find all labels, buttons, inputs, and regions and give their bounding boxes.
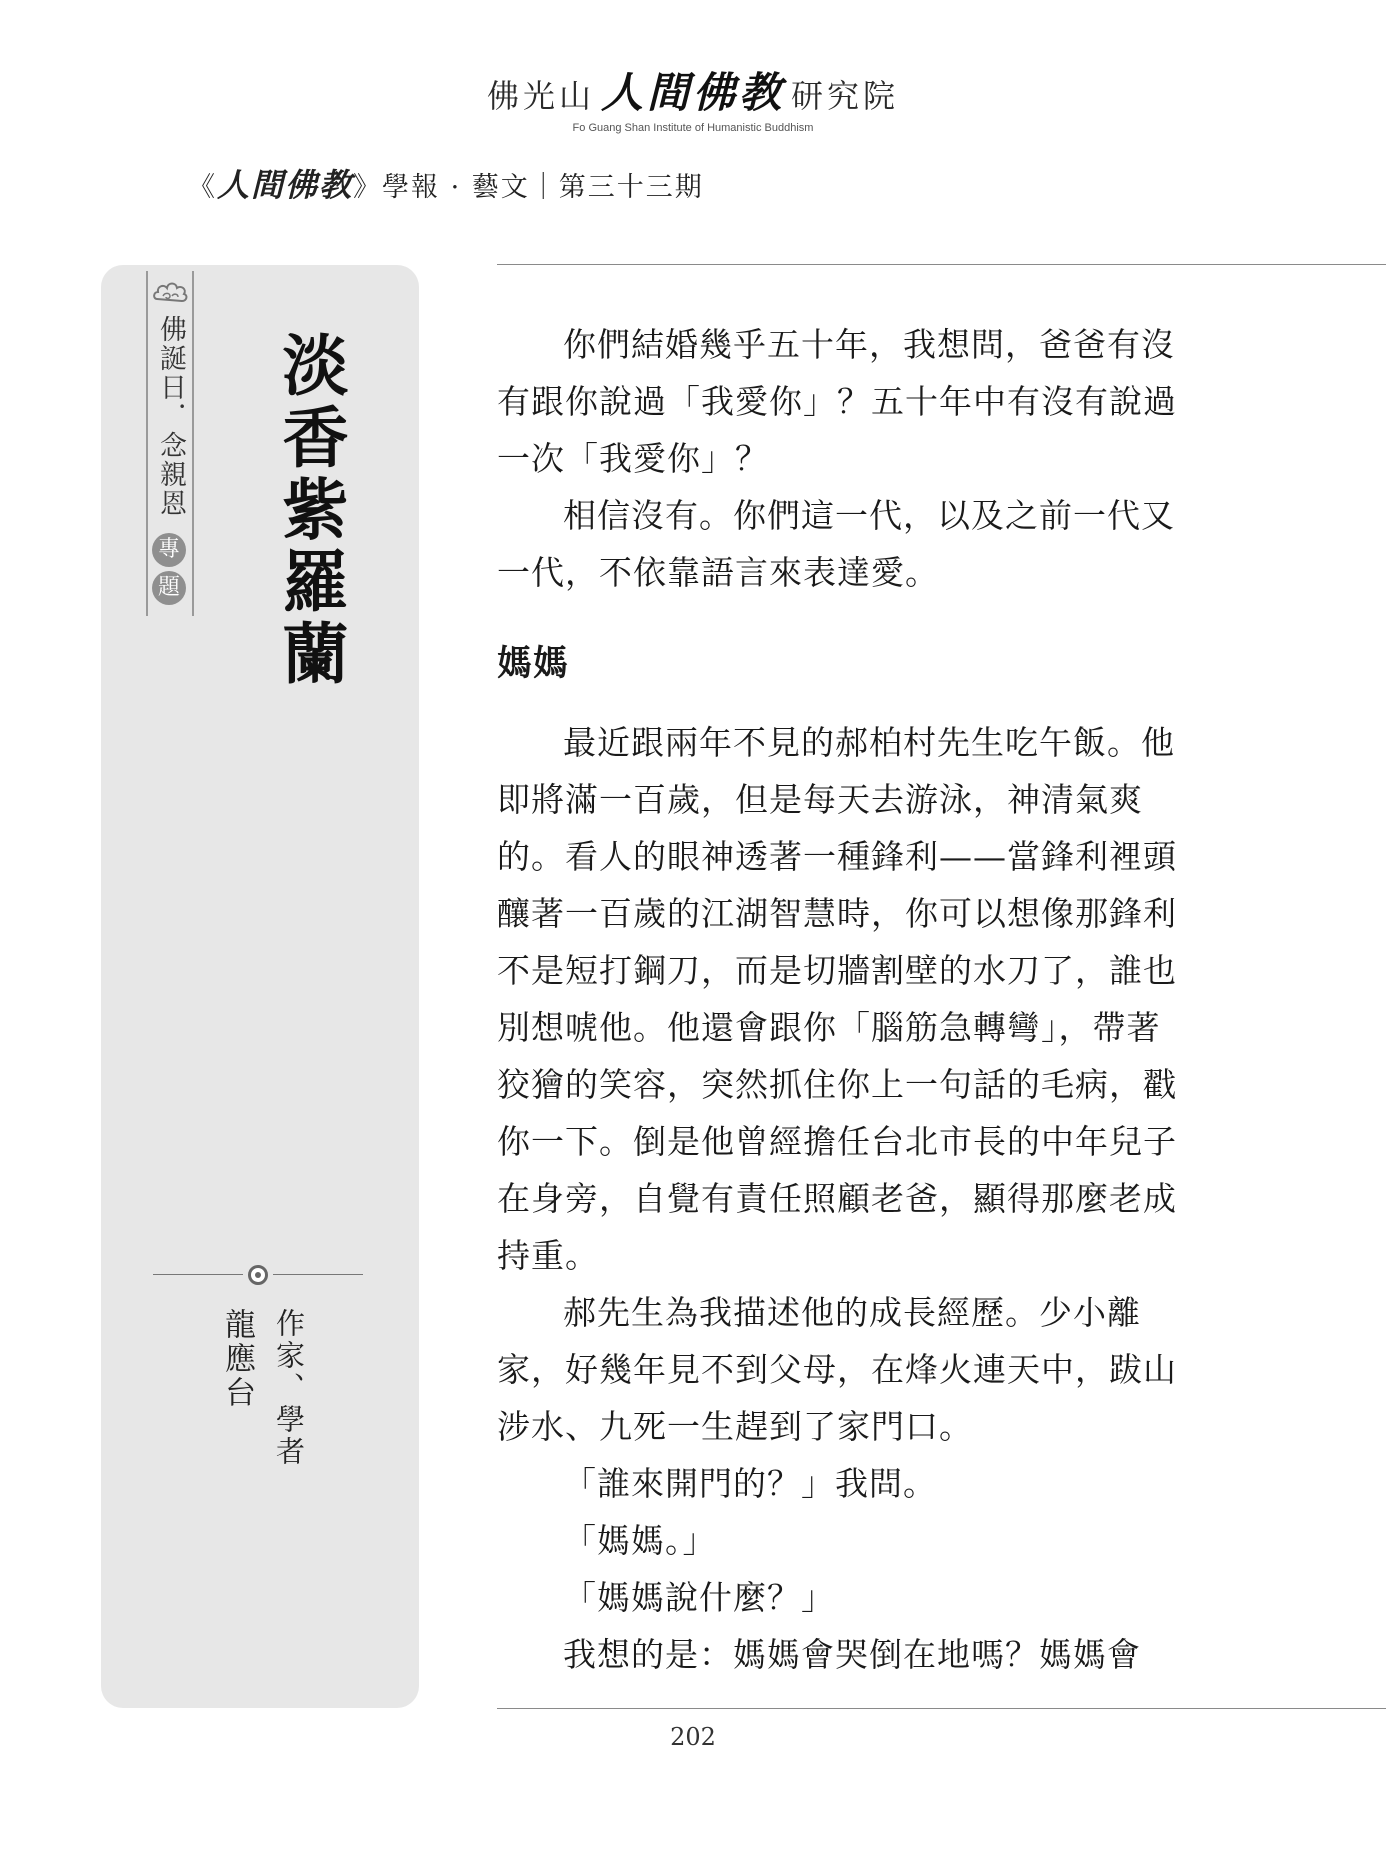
ornamental-divider xyxy=(153,1265,363,1285)
journal-brand: 人間佛教 xyxy=(217,166,354,204)
paragraph-3: 最近跟兩年不見的郝柏村先生吃午飯。他即將滿一百歲，但是每天去游泳，神清氣爽的。看人的眼神透著一種鋒利——當鋒利裡頭釀著一百歲的江湖智慧時，你可以想像那鋒利不是短打鋼刀，而是切牆割壁的水刀了，誰也別想唬他。他還會跟你「腦筋急轉彎」，帶著狡獪的笑容，突然抓住你上一句話的毛病，戳你一下。倒是他曾經擔任台北市長的中年兒子在身旁，自覺有責任照顧老爸，顯得那麼老成持重。 xyxy=(497,723,1177,1275)
paragraph-5: 我想的是：媽媽會哭倒在地嗎？媽媽會 xyxy=(563,1635,1141,1674)
series-column xyxy=(146,271,194,616)
feature-badge-2: 題 xyxy=(152,571,186,605)
auspicious-cloud-icon xyxy=(151,277,189,307)
article-sidebar xyxy=(101,265,419,1708)
author-role: 作家、學者 xyxy=(272,1308,306,1468)
dialogue-3: 「媽媽說什麼？」 xyxy=(563,1578,835,1617)
feature-badges xyxy=(152,533,188,609)
series-title: 佛誕日．念親恩 xyxy=(155,315,186,518)
dialogue-2: 「媽媽。」 xyxy=(563,1521,717,1560)
institute-english-name: Fo Guang Shan Institute of Humanistic Buddhism xyxy=(572,122,814,134)
top-rule xyxy=(497,264,1386,265)
paragraph-4: 郝先生為我描述他的成長經歷。少小離家，好幾年見不到父母，在烽火連天中，跋山涉水、九死一生趕到了家門口。 xyxy=(497,1293,1177,1446)
journal-running-head xyxy=(188,160,704,206)
institute-suffix: 研究院 xyxy=(791,77,900,115)
dialogue-1: 「誰來開門的？」我問。 xyxy=(563,1464,937,1503)
divider-line-left xyxy=(153,1274,243,1275)
author-name: 龍應台 xyxy=(219,1308,255,1410)
journal-open-bracket: 《 xyxy=(188,172,217,203)
institute-header xyxy=(0,60,1386,134)
section-heading: 媽媽 xyxy=(497,643,570,684)
page-number: 202 xyxy=(670,1723,716,1751)
divider-ring-icon xyxy=(248,1265,268,1285)
institute-prefix: 佛光山 xyxy=(486,77,595,115)
institute-brand-logo: 人間佛教 xyxy=(600,68,785,117)
paragraph-2: 相信沒有。你們這一代，以及之前一代又一代，不依靠語言來表達愛。 xyxy=(497,496,1175,592)
institute-name xyxy=(0,60,1386,120)
paragraph-1: 你們結婚幾乎五十年，我想問，爸爸有沒有跟你說過「我愛你」？五十年中有沒有說過一次「我愛你」？ xyxy=(497,325,1177,478)
feature-badge-1: 專 xyxy=(152,533,186,567)
article-title: 淡香紫羅蘭 xyxy=(271,331,349,691)
bottom-rule xyxy=(497,1708,1386,1709)
journal-issue-info: 》學報 · 藝文｜第三十三期 xyxy=(353,172,704,203)
article-body xyxy=(497,316,1177,1683)
divider-line-right xyxy=(273,1274,363,1275)
